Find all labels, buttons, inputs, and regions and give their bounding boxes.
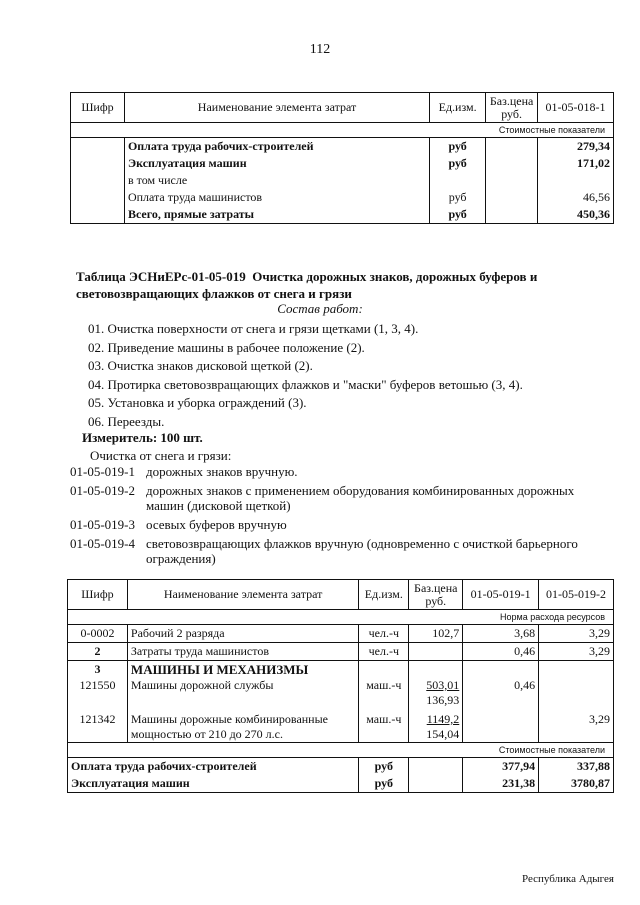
row-name xyxy=(127,708,358,743)
header-unit: Ед.изм. xyxy=(359,580,409,610)
cost-table-018 xyxy=(70,92,614,224)
row-name: Машины дорожной службы xyxy=(127,678,358,708)
row-value: 279,34 xyxy=(538,138,614,156)
header-base-price: Баз.цена руб. xyxy=(409,580,463,610)
row-price: 102,7 xyxy=(409,625,463,643)
resource-table-019 xyxy=(67,579,614,793)
price-base: 1149,2 xyxy=(426,712,460,726)
header-base-price: Баз.цена руб. xyxy=(486,93,538,123)
subheader-norm: Норма расхода ресурсов xyxy=(68,610,614,625)
list-item xyxy=(70,517,590,532)
list-item: 03. Очистка знаков дисковой щеткой (2). xyxy=(88,358,313,373)
row-unit: маш.-ч xyxy=(359,708,409,743)
row-name: МАШИНЫ И МЕХАНИЗМЫ xyxy=(127,661,358,679)
row-value-2: 3,29 xyxy=(539,625,614,643)
row-price xyxy=(409,678,463,708)
table-row xyxy=(71,189,614,206)
row-name-line: Машины дорожные комбинированные xyxy=(130,712,328,726)
price-operator: 154,04 xyxy=(426,727,460,741)
list-item: 01. Очистка поверхности от снега и грязи щетками (1, 3, 4). xyxy=(88,321,419,336)
table-row xyxy=(71,206,614,224)
row-unit: руб xyxy=(430,155,486,172)
variant-code: 01-05-019-4 xyxy=(70,536,135,551)
row-value-2 xyxy=(539,678,614,708)
table-header-row xyxy=(68,580,614,610)
header-col-019-1: 01-05-019-1 xyxy=(463,580,539,610)
row-name: Рабочий 2 разряда xyxy=(127,625,358,643)
row-value-1: 231,38 xyxy=(463,775,539,793)
row-name: Эксплуатация машин xyxy=(124,155,429,172)
row-value-1: 377,94 xyxy=(463,758,539,776)
header-code: Шифр xyxy=(68,580,128,610)
row-value: 171,02 xyxy=(538,155,614,172)
row-code: 121342 xyxy=(68,708,128,743)
clean-intro: Очистка от снега и грязи: xyxy=(90,448,232,463)
row-code: 0-0002 xyxy=(68,625,128,643)
variant-code: 01-05-019-3 xyxy=(70,517,135,532)
variant-text: дорожных знаков вручную. xyxy=(146,464,298,479)
row-value: 450,36 xyxy=(538,206,614,224)
table-row xyxy=(71,138,614,156)
list-item xyxy=(70,483,590,513)
row-unit: руб xyxy=(359,758,409,776)
row-name: Всего, прямые затраты xyxy=(124,206,429,224)
row-code: 3 xyxy=(68,661,128,679)
row-name-line: мощностью от 210 до 270 л.с. xyxy=(130,727,283,741)
header-code: Шифр xyxy=(71,93,125,123)
subheader-cost: Стоимостные показатели xyxy=(71,123,614,138)
row-unit xyxy=(430,172,486,189)
list-item xyxy=(70,464,590,479)
table-row xyxy=(68,678,614,708)
row-price xyxy=(409,643,463,661)
table-row xyxy=(68,625,614,643)
row-code: 2 xyxy=(68,643,128,661)
list-item: 02. Приведение машины в рабочее положение (2). xyxy=(88,339,365,355)
header-col-019-2: 01-05-019-2 xyxy=(539,580,614,610)
row-unit: чел.-ч xyxy=(359,643,409,661)
subheader-row xyxy=(68,610,614,625)
row-name: Оплата труда машинистов xyxy=(124,189,429,206)
variant-text: световозвращающих флажков вручную (одновременно с очисткой барьерного ограждения) xyxy=(146,536,578,566)
subheader-row xyxy=(71,123,614,138)
table-row xyxy=(68,775,614,793)
row-value-2: 3780,87 xyxy=(539,775,614,793)
row-value-1: 3,68 xyxy=(463,625,539,643)
row-value xyxy=(538,172,614,189)
header-unit: Ед.изм. xyxy=(430,93,486,123)
list-item: 06. Переезды. xyxy=(88,413,165,429)
variant-list xyxy=(70,464,590,570)
row-value-2: 3,29 xyxy=(539,708,614,743)
table-row xyxy=(68,708,614,743)
row-value-1: 0,46 xyxy=(463,678,539,708)
header-name: Наименование элемента затрат xyxy=(127,580,358,610)
header-col-018-1: 01-05-018-1 xyxy=(538,93,614,123)
row-value-1: 0,46 xyxy=(463,643,539,661)
header-name: Наименование элемента затрат xyxy=(124,93,429,123)
variant-code: 01-05-019-2 xyxy=(70,483,135,498)
table-row xyxy=(68,661,614,679)
work-list xyxy=(88,320,523,431)
row-name: Оплата труда рабочих-строителей xyxy=(124,138,429,156)
row-name: Затраты труда машинистов xyxy=(127,643,358,661)
table-row xyxy=(71,155,614,172)
row-unit: руб xyxy=(430,189,486,206)
price-base: 503,01 xyxy=(426,678,460,692)
row-code: 121550 xyxy=(68,678,128,708)
price-operator: 136,93 xyxy=(426,693,460,707)
row-name: в том числе xyxy=(124,172,429,189)
composition-label: Состав работ: xyxy=(277,301,363,316)
row-price xyxy=(409,708,463,743)
row-value: 46,56 xyxy=(538,189,614,206)
row-unit: руб xyxy=(430,138,486,156)
page-number: 112 xyxy=(309,42,331,57)
list-item xyxy=(70,536,590,566)
subheader-cost: Стоимостные показатели xyxy=(68,743,614,758)
section-title xyxy=(76,268,576,302)
list-item: 05. Установка и уборка ограждений (3). xyxy=(88,395,307,410)
row-unit: маш.-ч xyxy=(359,678,409,708)
row-unit: чел.-ч xyxy=(359,625,409,643)
subheader-row xyxy=(68,743,614,758)
variant-text: осевых буферов вручную xyxy=(146,517,287,532)
section-title-text: Очистка дорожных знаков, дорожных буферов и световозвращающих флажков от снега и грязи xyxy=(76,269,538,301)
variant-code: 01-05-019-1 xyxy=(70,464,135,479)
list-item: 04. Протирка световозвращающих флажков и "маски" буферов ветошью (3, 4). xyxy=(88,376,523,392)
row-value-2: 337,88 xyxy=(539,758,614,776)
row-name: Оплата труда рабочих-строителей xyxy=(68,758,359,776)
section-title-label: Таблица ЭСНиЕРс-01-05-019 xyxy=(76,269,246,284)
table-row xyxy=(71,172,614,189)
table-header-row xyxy=(71,93,614,123)
row-unit: руб xyxy=(430,206,486,224)
table-row xyxy=(68,643,614,661)
row-name: Эксплуатация машин xyxy=(68,775,359,793)
row-unit: руб xyxy=(359,775,409,793)
footer-region: Республика Адыгея xyxy=(521,873,614,885)
row-value-1 xyxy=(463,708,539,743)
meter-label: Измеритель: 100 шт. xyxy=(82,430,203,445)
variant-text: дорожных знаков с применением оборудования комбинированных дорожных машин (дисковой щеткой) xyxy=(146,483,575,513)
row-value-2: 3,29 xyxy=(539,643,614,661)
table-row xyxy=(68,758,614,776)
